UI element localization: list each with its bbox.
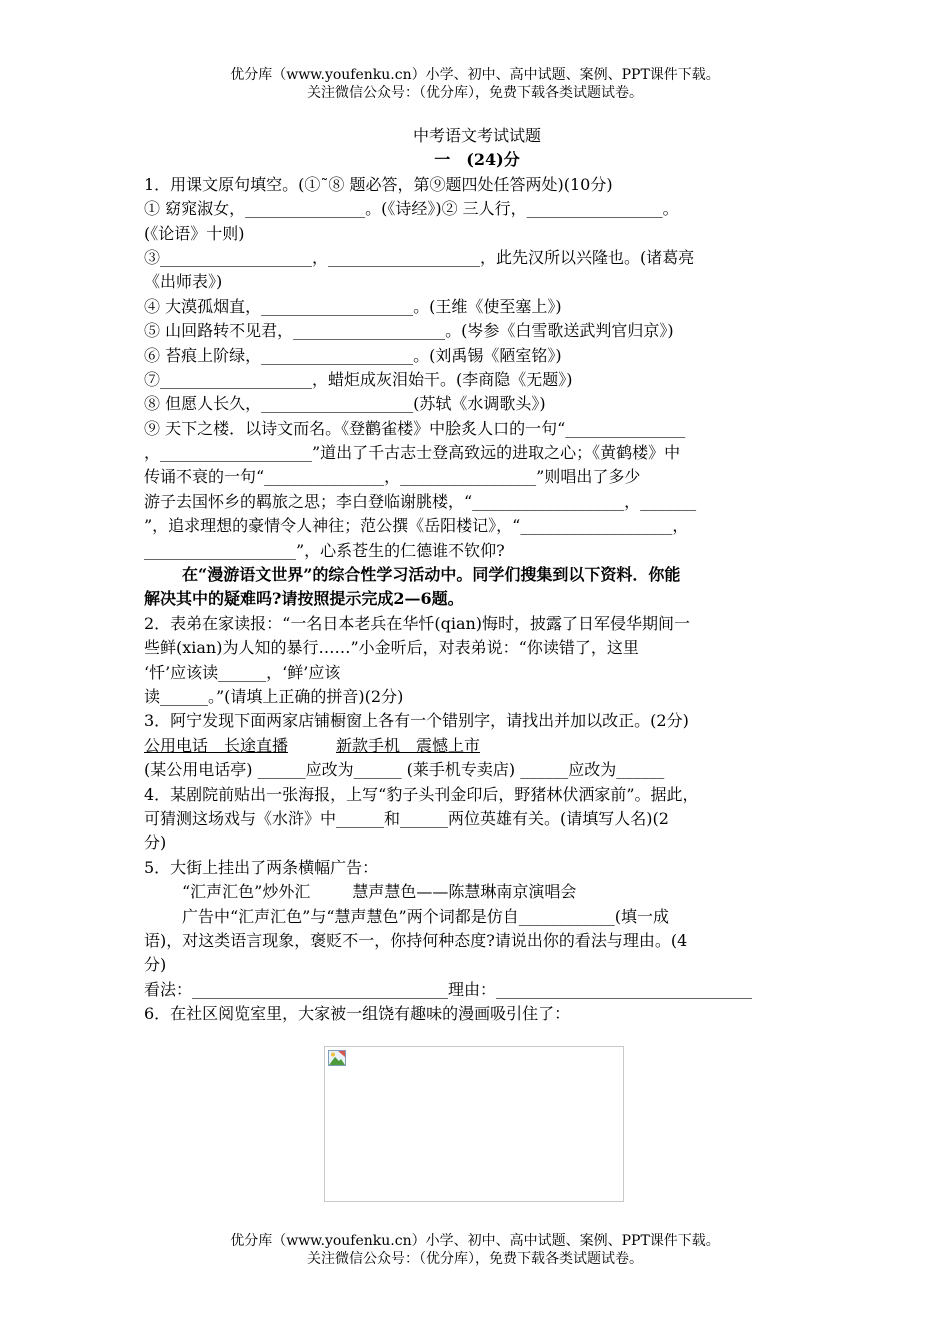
q5-line: 广告中“汇声汇色”与“慧声慧色”两个词都是仿自____________(填一成 xyxy=(182,906,669,926)
q6-text: 6．在社区阅览室里，大家被一组饶有趣味的漫画吸引住了： xyxy=(144,1004,571,1024)
q4-line: 4．某剧院前贴出一张海报，上写“豹子头刊金印后，野猪林伏洒家前”。据此， xyxy=(144,784,699,804)
q5-line: 语)，对这类语言现象，褒贬不一，你持何种态度?请说出你的看法与理由。(4 xyxy=(144,930,688,950)
q1-line: ⑥ 苔痕上阶绿，___________________。(刘禹锡《陋室铭》) xyxy=(144,345,562,365)
page-header xyxy=(0,66,950,102)
document-body xyxy=(144,124,810,1026)
q5-answer: 看法：________________________________理由：________________________________ xyxy=(144,979,753,999)
q1-line: 传诵不衰的一句“_______________，_________________”则唱出了多少 xyxy=(144,467,641,487)
shop-sign-2: 新款手机 震憾上市 xyxy=(336,735,481,755)
q1-line: ④ 大漠孤烟直，___________________。(王维《使至塞上》) xyxy=(144,296,562,316)
banner-ad-1: “汇声汇色”炒外汇 xyxy=(182,882,311,902)
q4-line: 分) xyxy=(144,833,167,853)
q3-answer: (某公用电话亭) ______应改为______ (莱手机专卖店) ______应改为______ xyxy=(144,760,665,780)
page-footer xyxy=(0,1232,950,1268)
q1-line: ③___________________，___________________，此先汉所以兴隆也。(诸葛亮 xyxy=(144,247,695,267)
q4-line: 可猜测这场戏与《水浒》中______和______两位英雄有关。(请填写人名)(2 xyxy=(144,808,669,828)
q1-line: ⑦___________________，蜡炬成灰泪始干。(李商隐《无题》) xyxy=(144,369,573,389)
document-title: 中考语文考试试题 xyxy=(412,126,541,145)
q2-line: ‘忏’应该读______，‘鲜’应该 xyxy=(144,662,341,682)
shop-sign-1: 公用电话 长途直播 xyxy=(144,735,289,755)
comic-image-placeholder xyxy=(324,1046,624,1202)
q1-line: ① 窈窕淑女，_______________。(《诗经》)② 三人行，_________________。 xyxy=(144,199,679,219)
q2-line: 2．表弟在家读报：“一名日本老兵在华忏(qian)悔时，披露了日军侵华期间一 xyxy=(144,613,691,633)
footer-line-1: 优分库（www.youfenku.cn）小学、初中、高中试题、案例、PPT课件下载。 xyxy=(230,1233,720,1249)
q1-line: 《出师表》) xyxy=(144,272,223,292)
activity-intro: 在“漫游语文世界”的综合性学习活动中。同学们搜集到以下资料．你能 xyxy=(182,565,681,585)
q1-line: 1．用课文原句填空。(①˜⑧ 题必答，第⑨题四处任答两处)(10分) xyxy=(144,174,613,194)
q1-line: ，___________________”道出了千古志士登高致远的进取之心；《黄鹤楼》中 xyxy=(144,443,681,463)
q2-line: 读______。”(请填上正确的拼音)(2分) xyxy=(144,686,404,706)
broken-image-icon xyxy=(328,1050,346,1066)
header-line-2: 关注微信公众号：（优分库），免费下载各类试题试卷。 xyxy=(307,85,643,101)
section-heading: 一 (24)分 xyxy=(434,150,520,170)
q1-line: ⑧ 但愿人长久，___________________(苏轼《水调歌头》) xyxy=(144,394,546,414)
footer-line-2: 关注微信公众号：（优分库），免费下载各类试题试卷。 xyxy=(307,1251,643,1267)
q2-line: 些鲜(xian)为人知的暴行……”小金听后，对表弟说：“你读错了，这里 xyxy=(144,638,639,658)
q1-line: ⑤ 山回路转不见君，___________________。(岑参《白雪歌送武判官归京》) xyxy=(144,321,674,341)
q5-line: 分) xyxy=(144,955,167,975)
q1-line: ⑨ 天下之楼．以诗文而名。《登鹳雀楼》中脍炙人口的一句“_______________ xyxy=(144,418,686,438)
q1-line: ”，追求理想的豪情令人神往；范公撰《岳阳楼记》，“___________________， xyxy=(144,516,689,536)
q5-ads xyxy=(144,880,810,904)
q1-line: ___________________”，心系苍生的仁德谁不钦仰? xyxy=(144,540,505,560)
q5-text: 5．大街上挂出了两条横幅广告： xyxy=(144,857,379,877)
q3-signs xyxy=(144,734,810,758)
q1-line: (《论语》十则) xyxy=(144,223,245,243)
header-line-1: 优分库（www.youfenku.cn）小学、初中、高中试题、案例、PPT课件下载。 xyxy=(230,67,720,83)
q3-text: 3．阿宁发现下面两家店铺橱窗上各有一个错别字，请找出并加以改正。(2分) xyxy=(144,711,689,731)
activity-intro: 解决其中的疑难吗?请按照提示完成2—6题。 xyxy=(144,589,464,609)
banner-ad-2: 慧声慧色——陈慧琳南京演唱会 xyxy=(352,882,577,902)
q1-line: 游子去国怀乡的羁旅之思；李白登临谢朓楼，“___________________，_______ xyxy=(144,491,697,511)
